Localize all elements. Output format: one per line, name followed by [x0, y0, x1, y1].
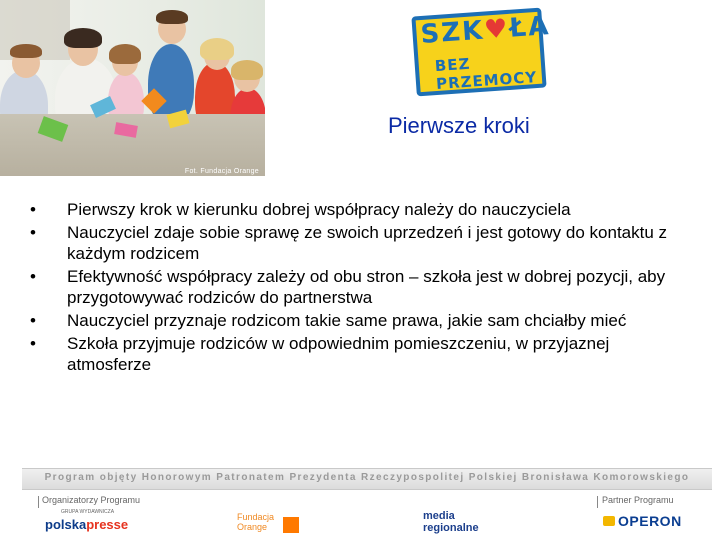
girl-hair-1 — [109, 44, 141, 64]
photo-credit: Fot. Fundacja Orange — [184, 168, 259, 175]
bullet-text: Nauczyciel zdaje sobie sprawę ze swoich uprzedzeń i jest gotowy do kontaktu z każdym rodzicem — [67, 223, 668, 263]
polskapresse-b: presse — [86, 517, 129, 532]
boy-hair — [10, 44, 42, 58]
teacher-hair — [64, 28, 102, 48]
bullet-text: Pierwszy krok w kierunku dobrej współpracy należy do nauczyciela — [67, 200, 571, 219]
media-line2: regionalne — [423, 522, 479, 534]
bullet-text: Efektywność współpracy zależy od obu stron – szkoła jest w dobrej pozycji, aby przygotowywać rodziców do partnerstwa — [67, 267, 666, 307]
polskapresse-subtitle: GRUPA WYDAWNICZA — [61, 509, 115, 515]
bullet-dot: • — [30, 334, 36, 353]
bullet-dot: • — [30, 200, 36, 219]
girl-hair-3 — [231, 60, 263, 80]
bullet-item — [30, 266, 690, 308]
logo-line2: BEZ PRZEMOCY — [434, 54, 538, 94]
fundacja-line2: Orange — [237, 522, 268, 532]
bullet-item — [30, 222, 690, 264]
photo-table — [0, 114, 265, 176]
logo-line1-a: SZK — [419, 15, 486, 50]
patronage-text: Program objęty Honorowym Patronatem Prezydenta Rzeczypospolitej Polskiej Bronisława Komorowskiego — [44, 472, 690, 483]
girl-hair-2 — [200, 38, 234, 60]
orange-square-icon — [283, 517, 299, 533]
polskapresse-a: polska — [45, 517, 87, 532]
organizers-divider — [38, 496, 39, 508]
bullet-item — [30, 199, 690, 220]
bullet-text: Szkoła przyjmuje rodziców w odpowiednim pomieszczeniu, w przyjaznej atmosferze — [67, 334, 610, 374]
partner-divider — [597, 496, 598, 508]
organizers-label: Organizatorzy Programu — [42, 495, 141, 505]
media-line1: media — [423, 510, 455, 522]
bullet-dot: • — [30, 267, 36, 286]
media-regionalne-logo — [423, 510, 479, 534]
logo-line1-b: ŁA — [508, 11, 552, 44]
boy-hair-2 — [156, 10, 188, 24]
patronage-banner — [22, 468, 712, 490]
bullet-item — [30, 310, 690, 331]
partner-label: Partner Programu — [602, 495, 674, 505]
fundacja-line1: Fundacja — [237, 512, 275, 522]
operon-wordmark: OPERON — [618, 513, 682, 529]
classroom-photo — [0, 0, 265, 176]
bullet-item — [30, 333, 690, 375]
szkola-bez-przemocy-logo — [411, 8, 552, 97]
bullet-text: Nauczyciel przyznaje rodzicom takie same prawa, jakie sam chciałby mieć — [67, 311, 627, 330]
fundacja-orange-logo — [237, 512, 274, 532]
heart-icon: ♥ — [483, 13, 511, 46]
slide-title: Pierwsze kroki — [388, 113, 530, 138]
bullet-dot: • — [30, 223, 36, 242]
bullet-list — [30, 199, 690, 377]
bullet-dot: • — [30, 311, 36, 330]
operon-logo — [603, 513, 682, 529]
polskapresse-wordmark — [45, 517, 128, 532]
